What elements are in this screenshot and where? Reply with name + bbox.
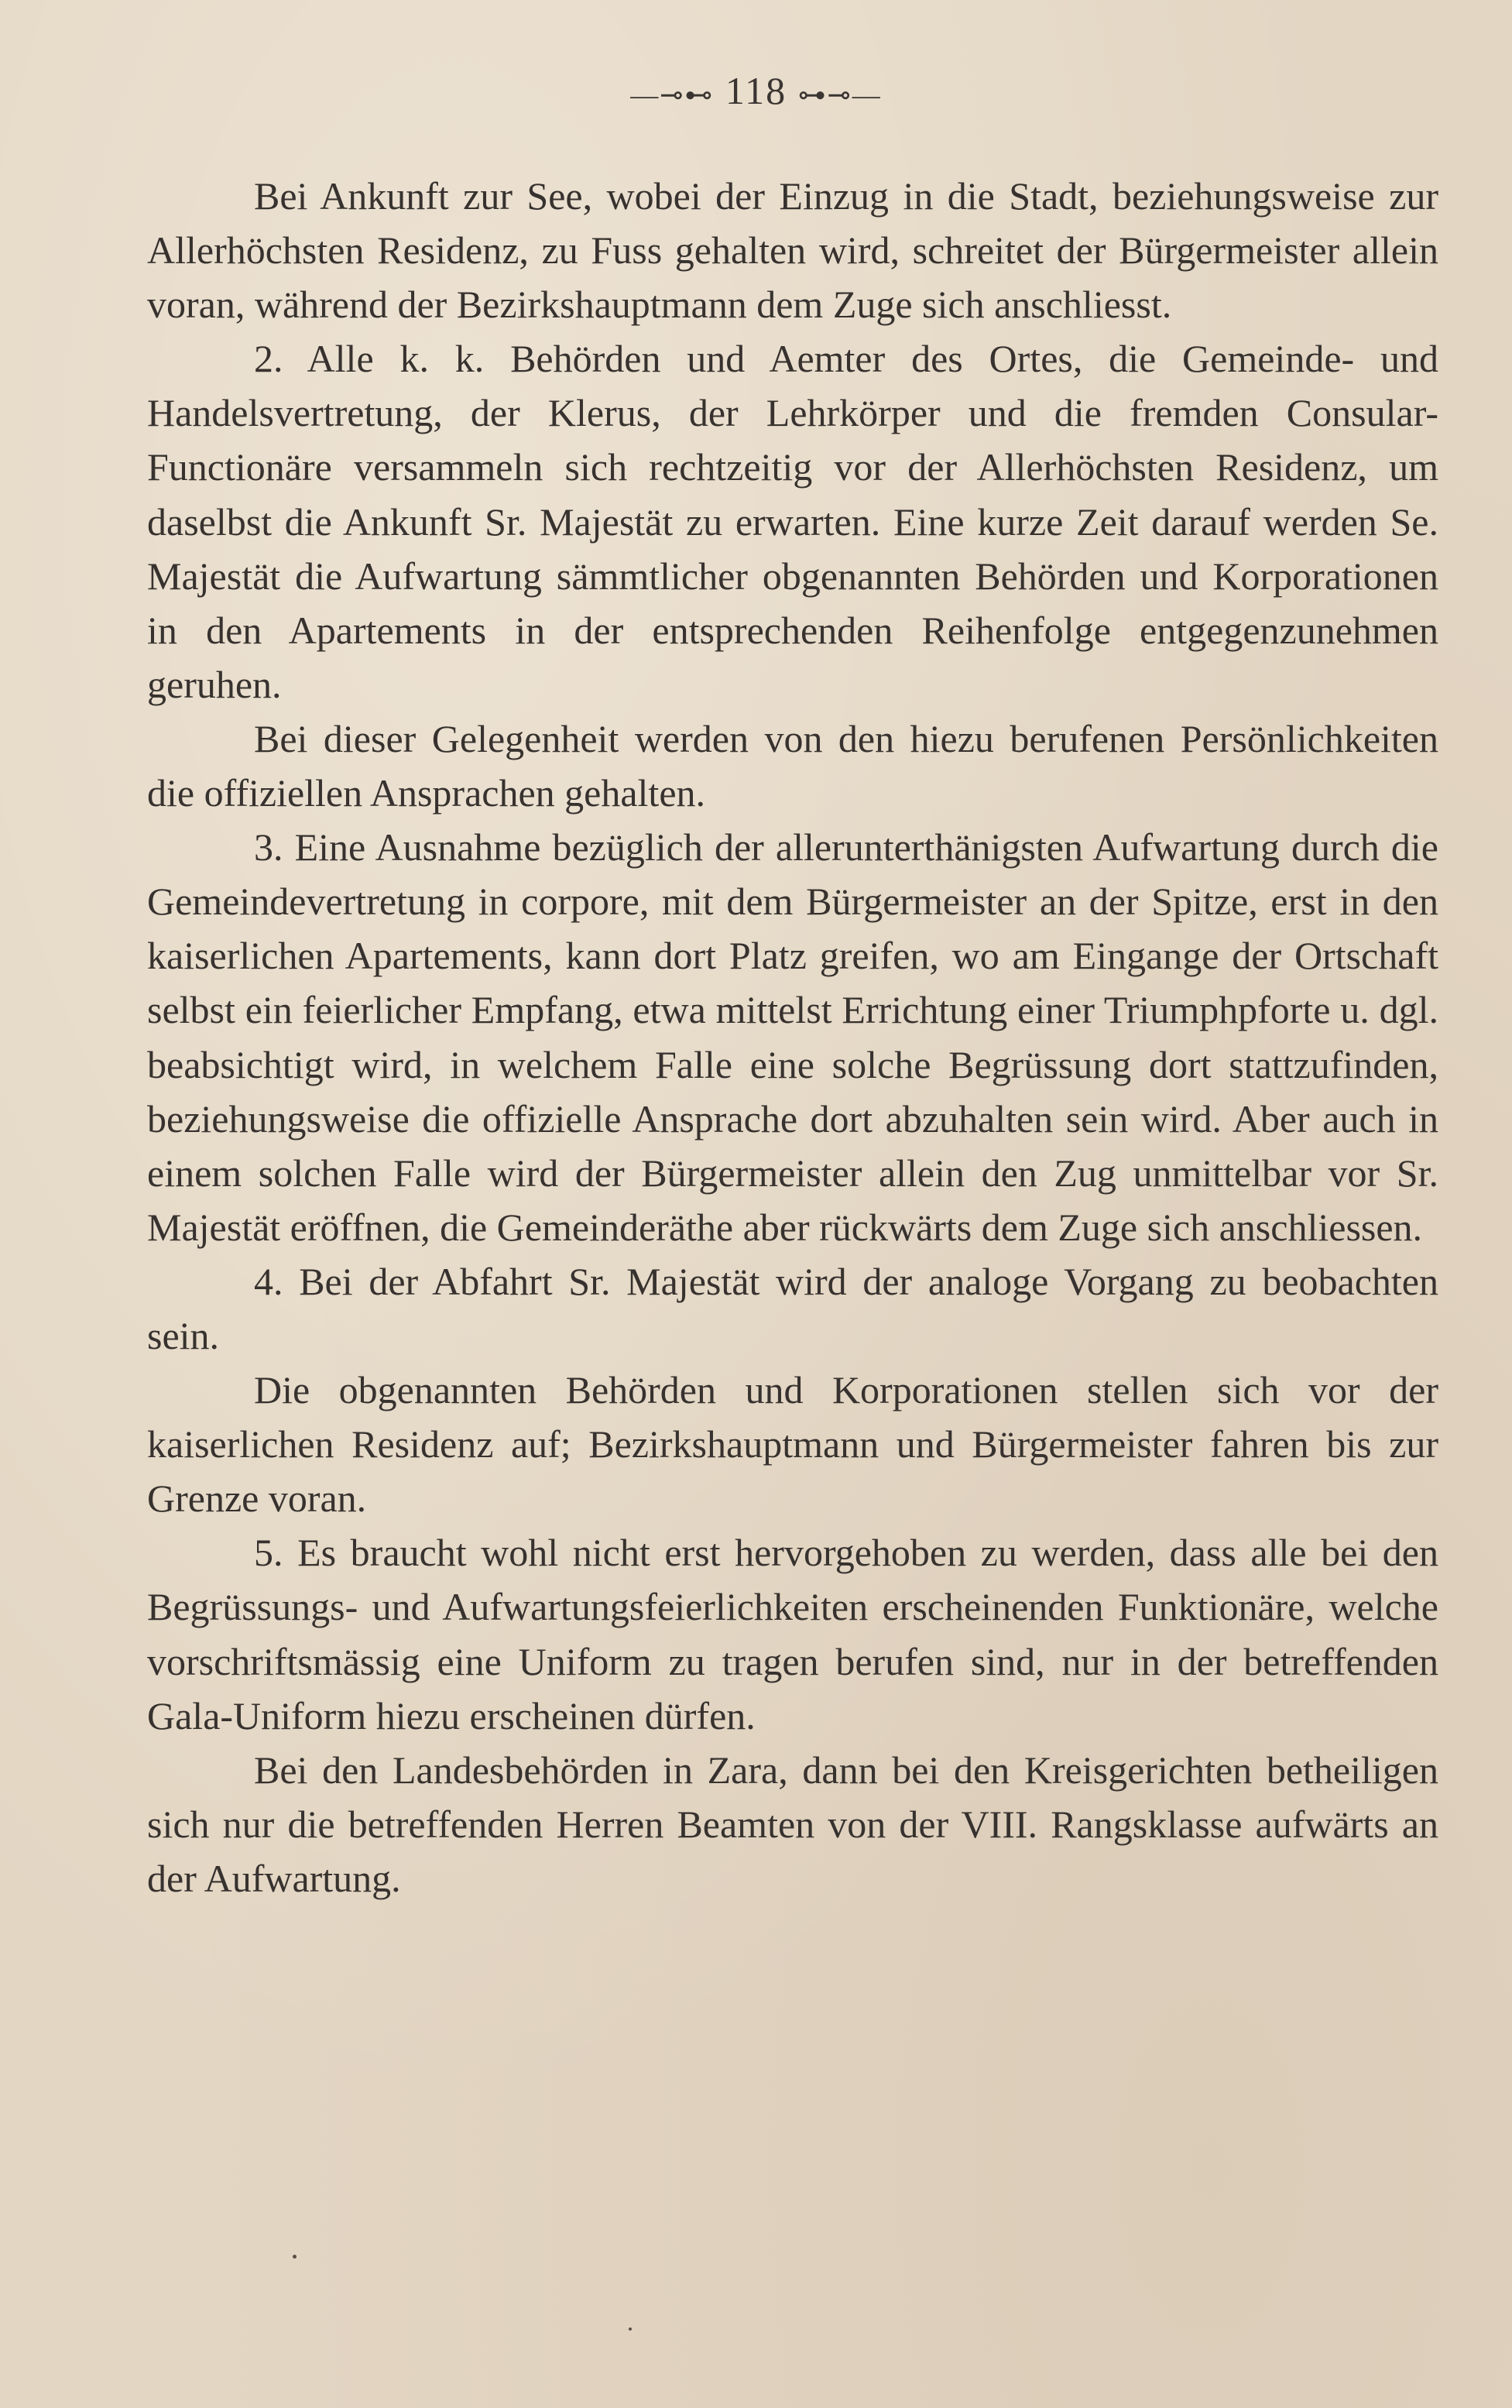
page-body <box>147 169 1438 1905</box>
paragraph-section-2: 2. Alle k. k. Behörden und Aemter des Ortes, die Gemeinde- und Handelsvertretung, der Klerus, der Lehrkörper und die fremden Consular-Functionäre versammeln sich rechtzeitig vor der Allerhöchsten Residenz, um daselbst die Ankunft Sr. Majestät zu erwarten. Eine kurze Zeit darauf werden Se. Majestät die Aufwartung sämmtlicher obgenannten Behörden und Korporationen in den Apartements in der entsprechenden Reihenfolge entgegenzunehmen geruhen. <box>147 337 1438 706</box>
page-number: 118 <box>725 69 787 112</box>
paper-speck <box>293 2255 297 2259</box>
ornament-right: ⊶⊸— <box>797 79 882 111</box>
paragraph-section-4: 4. Bei der Abfahrt Sr. Majestät wird der analoge Vorgang zu beobachten sein. <box>147 1259 1438 1357</box>
ornament-left: —⊸⊷ <box>630 79 715 111</box>
paragraph-speeches: Bei dieser Gelegenheit werden von den hiezu berufenen Persönlichkeiten die offiziellen Ansprachen gehalten. <box>147 716 1438 815</box>
paragraph-zara: Bei den Landesbehörden in Zara, dann bei den Kreisgerichten betheiligen sich nur die betreffenden Herren Beamten von der VIII. Rangsklasse aufwärts an der Aufwartung. <box>147 1748 1438 1900</box>
paragraph-arrival-by-sea: Bei Ankunft zur See, wobei der Einzug in die Stadt, beziehungsweise zur Allerhöchsten Residenz, zu Fuss gehalten wird, schreitet der Bürgermeister allein voran, während der Bezirkshauptmann dem Zuge sich anschliesst. <box>147 174 1438 327</box>
paper-speck <box>629 2327 632 2331</box>
paragraph-departure: Die obgenannten Behörden und Korporationen stellen sich vor der kaiserlichen Residenz auf; Bezirkshauptmann und Bürgermeister fahren bis zur Grenze voran. <box>147 1368 1438 1521</box>
paragraph-section-3: 3. Eine Ausnahme bezüglich der allerunterthänigsten Aufwartung durch die Gemeindevertretung in corpore, mit dem Bürgermeister an der Spitze, erst in den kaiserlichen Apartements, kann dort Platz greifen, wo am Eingange der Ortschaft selbst ein feierlicher Empfang, etwa mittelst Errichtung einer Triumphpforte u. dgl. beabsichtigt wird, in welchem Falle eine solche Begrüssung dort stattzufinden, beziehungsweise die offizielle Ansprache dort abzuhalten sein wird. Aber auch in einem solchen Falle wird der Bürgermeister allein den Zug unmittelbar vor Sr. Majestät eröffnen, die Gemeinderäthe aber rückwärts dem Zuge sich anschliessen. <box>147 825 1438 1249</box>
page-header <box>0 68 1512 113</box>
paragraph-section-5: 5. Es braucht wohl nicht erst hervorgehoben zu werden, dass alle bei den Begrüssungs- und Aufwartungsfeierlichkeiten erscheinenden Funktionäre, welche vorschriftsmässig eine Uniform zu tragen berufen sind, nur in der betreffenden Gala-Uniform hiezu erscheinen dürfen. <box>147 1531 1438 1737</box>
